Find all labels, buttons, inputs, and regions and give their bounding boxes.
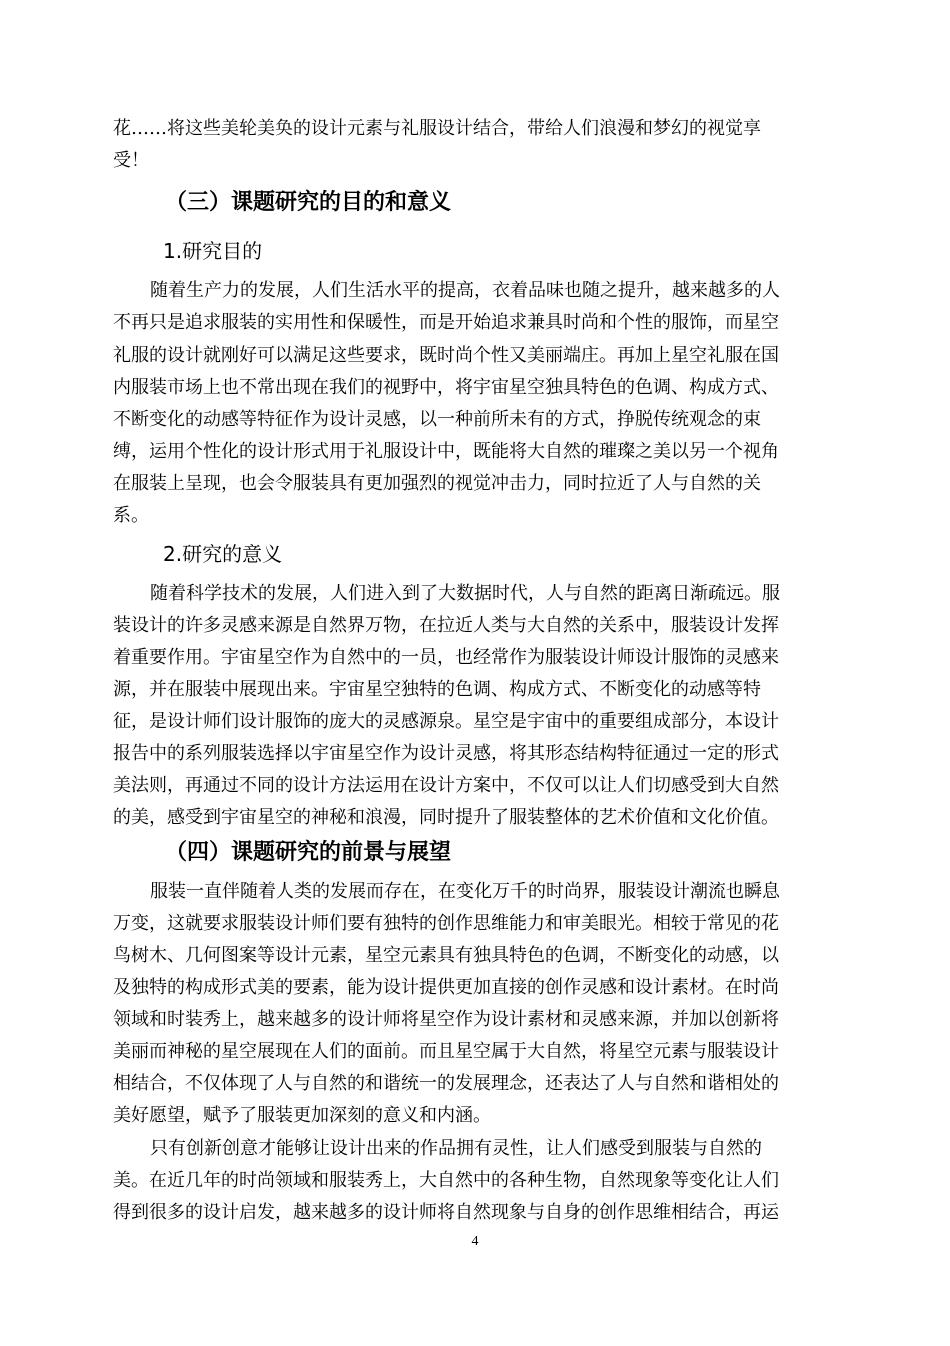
paragraph-line: 源，并在服装中展现出来。宇宙星空独特的色调、构成方式、不断变化的动感等特 bbox=[113, 679, 761, 700]
paragraph-line: 只有创新创意才能够让设计出来的作品拥有灵性，让人们感受到服装与自然的 bbox=[150, 1138, 762, 1159]
paragraph-line: 不断变化的动感等特征作为设计灵感，以一种前所未有的方式，挣脱传统观念的束 bbox=[113, 409, 761, 430]
paragraph-line: 随着科学技术的发展，人们进入到了大数据时代，人与自然的距离日渐疏远。服 bbox=[150, 583, 780, 604]
page-number: 4 bbox=[471, 1234, 479, 1249]
paragraph-line: 缚，运用个性化的设计形式用于礼服设计中，既能将大自然的璀璨之美以另一个视角 bbox=[113, 441, 779, 462]
section-heading-3: （三）课题研究的目的和意义 bbox=[165, 190, 452, 215]
paragraph-line: 美丽而神秘的星空展现在人们的面前。而且星空属于大自然，将星空元素与服装设计 bbox=[113, 1041, 779, 1062]
paragraph-line: 在服装上呈现，也会令服装具有更加强烈的视觉冲击力，同时拉近了人与自然的关 bbox=[113, 473, 761, 494]
paragraph-line: 受！ bbox=[113, 150, 149, 171]
paragraph-line: 报告中的系列服装选择以宇宙星空作为设计灵感，将其形态结构特征通过一定的形式 bbox=[113, 743, 779, 764]
paragraph-line: 美。在近几年的时尚领域和服装秀上，大自然中的各种生物，自然现象等变化让人们 bbox=[113, 1170, 779, 1191]
paragraph-line: 鸟树木、几何图案等设计元素，星空元素具有独具特色的色调，不断变化的动感，以 bbox=[113, 945, 779, 966]
subsection-heading-purpose: 1.研究目的 bbox=[163, 239, 263, 263]
paragraph-line: 及独特的构成形式美的要素，能为设计提供更加直接的创作灵感和设计素材。在时尚 bbox=[113, 977, 779, 998]
paragraph-line: 领域和时装秀上，越来越多的设计师将星空作为设计素材和灵感来源，并加以创新将 bbox=[113, 1009, 779, 1030]
paragraph-line: 万变，这就要求服装设计师们要有独特的创作思维能力和审美眼光。相较于常见的花 bbox=[113, 913, 779, 934]
subsection-heading-significance: 2.研究的意义 bbox=[163, 542, 283, 566]
paragraph-line: 美法则，再通过不同的设计方法运用在设计方案中，不仅可以让人们切感受到大自然 bbox=[113, 775, 779, 796]
paragraph-line: 着重要作用。宇宙星空作为自然中的一员，也经常作为服装设计师设计服饰的灵感来 bbox=[113, 647, 779, 668]
paragraph-line: 内服装市场上也不常出现在我们的视野中，将宇宙星空独具特色的色调、构成方式、 bbox=[113, 377, 779, 398]
paragraph-line: 花……将这些美轮美奂的设计元素与礼服设计结合，带给人们浪漫和梦幻的视觉享 bbox=[113, 118, 761, 139]
paragraph-line: 装设计的许多灵感来源是自然界万物，在拉近人类与大自然的关系中，服装设计发挥 bbox=[113, 615, 779, 636]
paragraph-line: 系。 bbox=[113, 505, 149, 526]
paragraph-line: 美好愿望，赋予了服装更加深刻的意义和内涵。 bbox=[113, 1105, 491, 1126]
paragraph-line: 征，是设计师们设计服饰的庞大的灵感源泉。星空是宇宙中的重要组成部分，本设计 bbox=[113, 711, 779, 732]
paragraph-line: 服装一直伴随着人类的发展而存在，在变化万千的时尚界，服装设计潮流也瞬息 bbox=[150, 881, 780, 902]
paragraph-line: 礼服的设计就刚好可以满足这些要求，既时尚个性又美丽端庄。再加上星空礼服在国 bbox=[113, 345, 779, 366]
paragraph-line: 随着生产力的发展，人们生活水平的提高，衣着品味也随之提升，越来越多的人 bbox=[150, 280, 780, 301]
section-heading-4: （四）课题研究的前景与展望 bbox=[165, 840, 452, 865]
paragraph-line: 的美，感受到宇宙星空的神秘和浪漫，同时提升了服装整体的艺术价值和文化价值。 bbox=[113, 807, 779, 828]
paragraph-line: 相结合，不仅体现了人与自然的和谐统一的发展理念，还表达了人与自然和谐相处的 bbox=[113, 1073, 779, 1094]
paragraph-line: 不再只是追求服装的实用性和保暖性，而是开始追求兼具时尚和个性的服饰，而星空 bbox=[113, 312, 779, 333]
paragraph-line: 得到很多的设计启发，越来越多的设计师将自然现象与自身的创作思维相结合，再运 bbox=[113, 1202, 779, 1223]
